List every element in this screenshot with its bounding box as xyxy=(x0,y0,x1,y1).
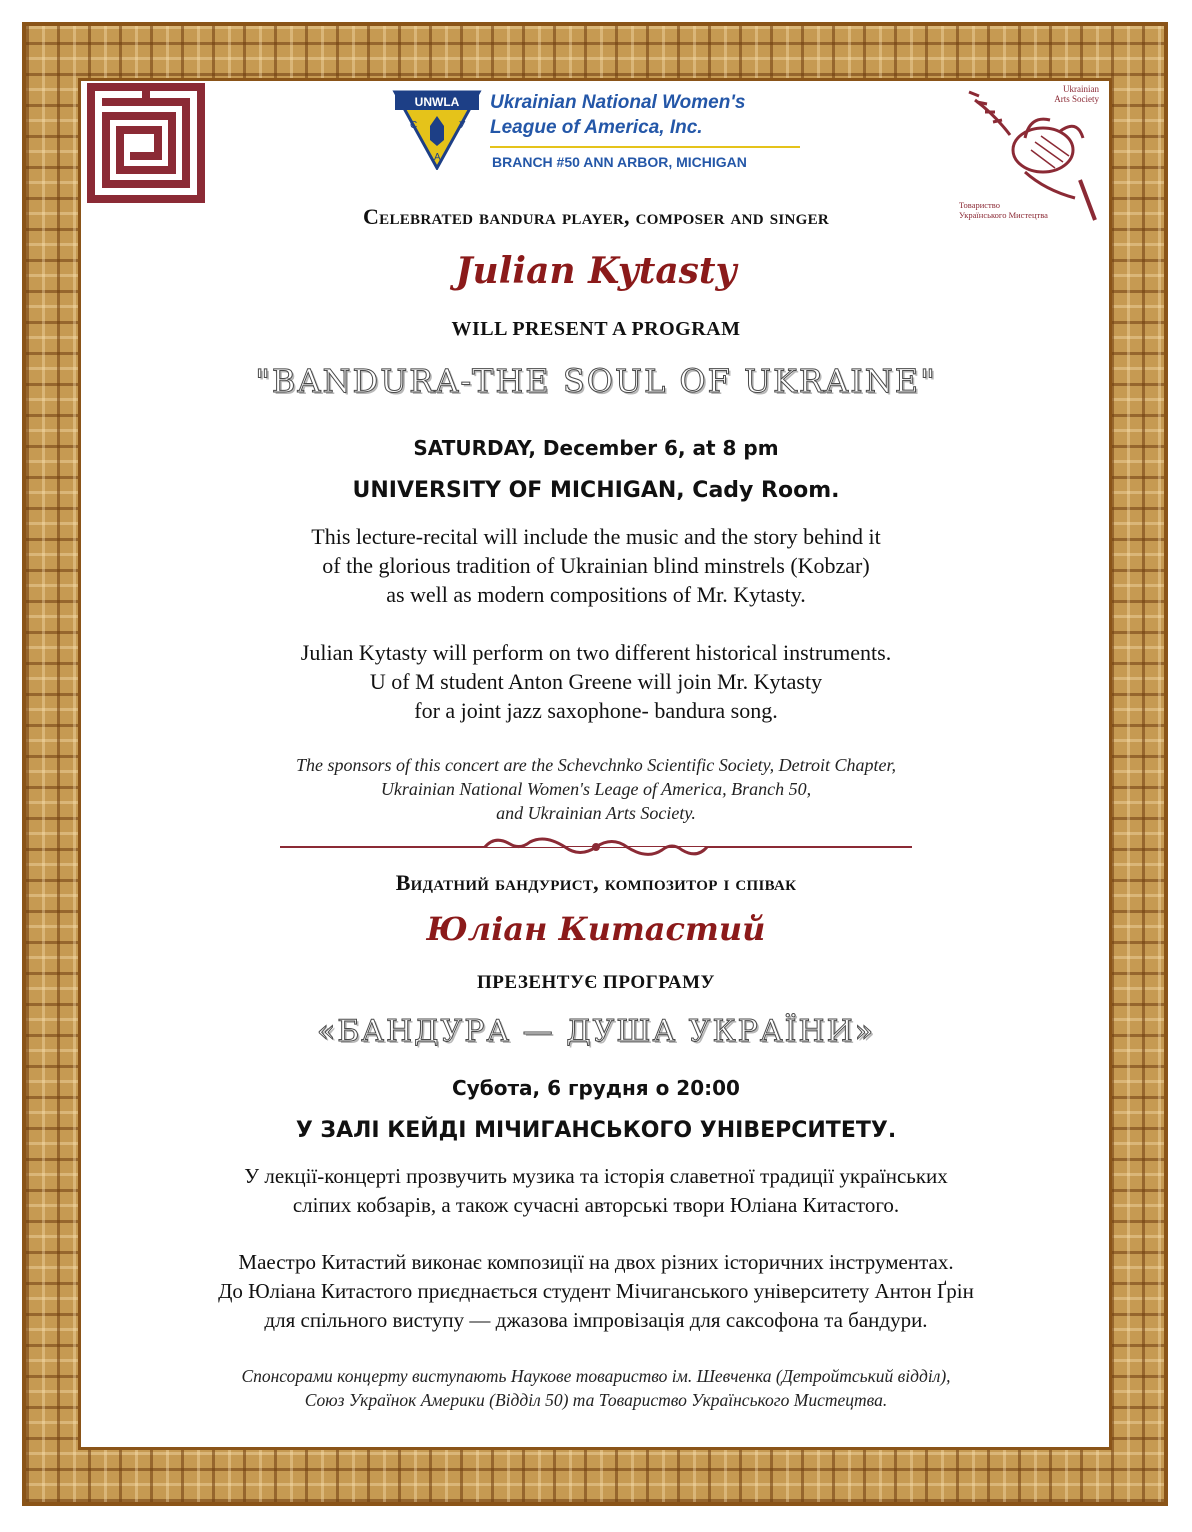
ukrainian-program-title: «БАНДУРА — ДУША УКРАЇНИ» xyxy=(316,1014,876,1049)
ukrainian-paragraph-1 xyxy=(0,1162,1192,1220)
english-para1-line: of the glorious tradition of Ukrainian blind minstrels (Kobzar) xyxy=(322,553,870,578)
english-subtitle: Celebrated bandura player, composer and singer xyxy=(362,204,830,229)
english-para2-line: for a joint jazz saxophone- bandura song. xyxy=(414,698,778,723)
english-performer: Julian Kytasty xyxy=(455,250,737,292)
org-name xyxy=(490,90,745,140)
badge-letter-2: У xyxy=(459,120,466,131)
org-branch: BRANCH #50 ANN ARBOR, MICHIGAN xyxy=(492,154,747,170)
ukrainian-date: Субота, 6 грудня о 20:00 xyxy=(452,1076,740,1100)
english-program-title: "BANDURA-THE SOUL OF UKRAINE" xyxy=(255,362,937,400)
english-paragraph-2 xyxy=(0,638,1192,725)
english-para1-line: as well as modern compositions of Mr. Kytasty. xyxy=(386,582,806,607)
ukrainian-sponsor-line: Союз Українок Америки (Відділ 50) та Товариство Українського Мистецтва. xyxy=(304,1390,888,1410)
arts-society-en-1: Ukrainian xyxy=(1063,84,1099,94)
english-paragraph-1 xyxy=(0,522,1192,609)
english-para1-line: This lecture-recital will include the music and the story behind it xyxy=(311,524,881,549)
unwla-logo xyxy=(392,86,812,176)
badge-letter-3: А xyxy=(434,152,441,163)
ukrainian-sponsors xyxy=(0,1364,1192,1412)
ukrainian-para2-line: для спільного виступу — джазова імпровізація для саксофона та бандури. xyxy=(264,1308,928,1332)
ukrainian-para2-line: Маестро Китастий виконає композиції на двох різних історичних інструментах. xyxy=(238,1250,954,1274)
arts-society-ua-2: Українського Мистецтва xyxy=(959,210,1048,220)
arts-society-en-2: Arts Society xyxy=(1054,94,1099,104)
english-sponsors xyxy=(0,753,1192,825)
english-para2-line: U of M student Anton Greene will join Mr. Kytasty xyxy=(369,669,823,694)
ukrainian-subtitle: Видатний бандурист, композитор і співак xyxy=(395,870,797,895)
arts-society-ua-1: Товариство xyxy=(959,200,1000,210)
unwla-badge-text: UNWLA xyxy=(414,95,460,109)
ornamental-divider-icon xyxy=(280,832,912,862)
ukrainian-venue: У ЗАЛІ КЕЙДІ МІЧИГАНСЬКОГО УНІВЕРСИТЕТУ. xyxy=(295,1118,897,1143)
english-sponsor-line: Ukrainian National Women's Leage of America, Branch 50, xyxy=(380,779,812,799)
ukrainian-para2-line: До Юліана Китастого приєднається студент Мічиганського університету Антон Ґрін xyxy=(218,1279,974,1303)
english-venue: UNIVERSITY OF MICHIGAN, Cady Room. xyxy=(352,478,840,503)
ukrainian-sponsor-line: Спонсорами концерту виступають Наукове товариство ім. Шевченка (Детройтський відділ), xyxy=(241,1366,951,1386)
english-date: SATURDAY, December 6, at 8 pm xyxy=(413,436,779,460)
org-divider xyxy=(490,146,800,148)
english-sponsor-line: The sponsors of this concert are the Schevchnko Scientific Society, Detroit Chapter, xyxy=(295,755,897,775)
ukrainian-para1-line: У лекції-концерті прозвучить музика та історія славетної традиції українських xyxy=(244,1164,948,1188)
org-name-line-2: League of America, Inc. xyxy=(490,117,703,138)
badge-letter-1: С xyxy=(410,120,418,131)
english-sponsor-line: and Ukrainian Arts Society. xyxy=(496,803,696,823)
english-presents: WILL PRESENT A PROGRAM xyxy=(451,318,741,340)
unwla-shield-icon xyxy=(392,86,482,170)
english-para2-line: Julian Kytasty will perform on two different historical instruments. xyxy=(300,640,892,665)
meander-maze-icon xyxy=(86,82,206,204)
ukrainian-para1-line: сліпих кобзарів, а також сучасні авторські твори Юліана Китастого. xyxy=(292,1193,900,1217)
ukrainian-paragraph-2 xyxy=(0,1248,1192,1335)
ukrainian-presents: ПРЕЗЕНТУЄ ПРОГРАМУ xyxy=(477,972,715,993)
org-name-line-1: Ukrainian National Women's xyxy=(490,92,746,113)
ukrainian-performer: Юліан Китастий xyxy=(426,910,766,948)
